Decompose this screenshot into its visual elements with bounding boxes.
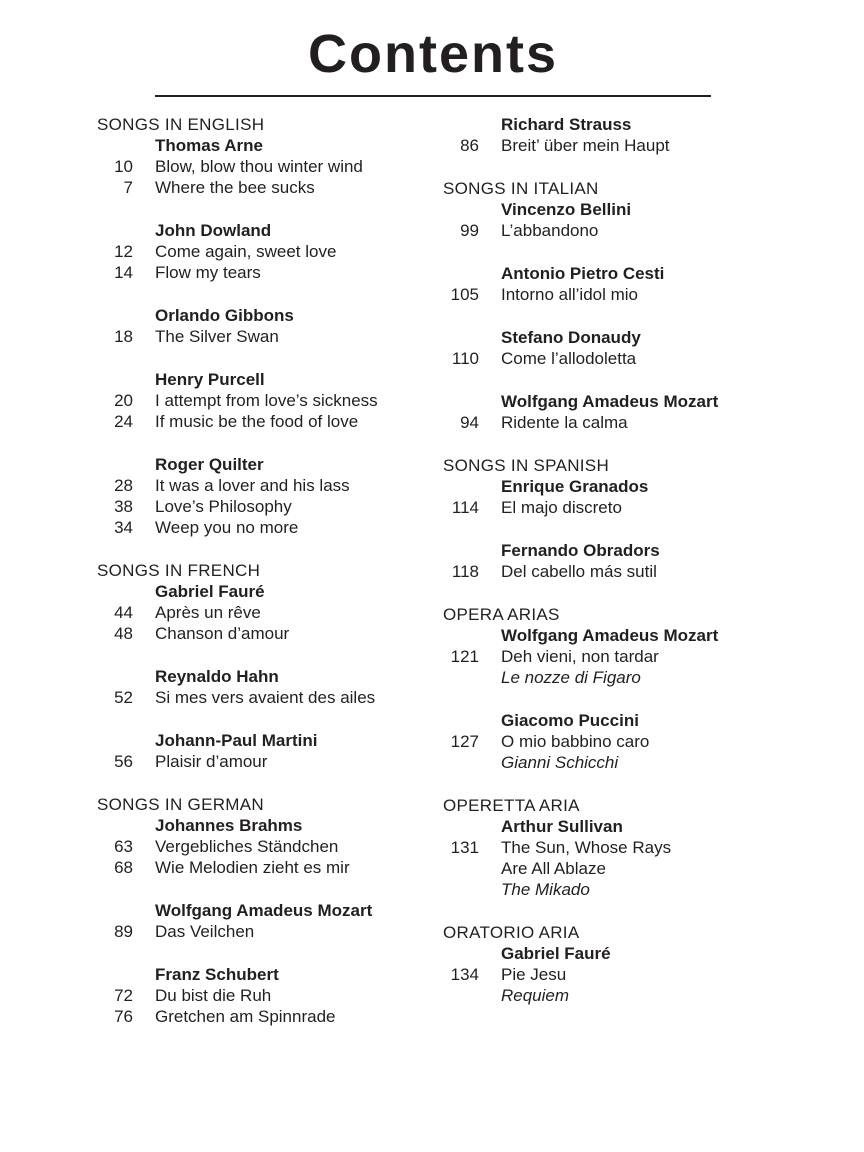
song-title: Intorno all’idol mio: [501, 285, 639, 304]
page-number-spacer: [443, 879, 479, 900]
page-number: 99: [460, 221, 479, 240]
toc-entry: [443, 284, 775, 305]
page-number-spacer: [443, 391, 479, 412]
composer-group: [443, 391, 775, 433]
song-title: It was a lover and his lass: [155, 476, 350, 495]
composer-row: [97, 305, 429, 326]
toc-entry-source: [443, 985, 775, 1006]
composer-group: [97, 369, 429, 432]
toc-section: [443, 795, 775, 900]
page-number-spacer: [443, 476, 479, 497]
page-number: 56: [114, 752, 133, 771]
work-source: Requiem: [501, 986, 570, 1005]
composer-group: [443, 476, 775, 518]
page-number: 34: [114, 518, 133, 537]
composer-group: [443, 263, 775, 305]
toc-section: [443, 114, 775, 156]
composer-group: [97, 305, 429, 347]
song-title: If music be the food of love: [155, 412, 359, 431]
section-heading: OPERA ARIAS: [443, 605, 560, 624]
composer-name: Thomas Arne: [155, 136, 264, 155]
composer-row: [97, 964, 429, 985]
composer-row: [97, 730, 429, 751]
composer-group: [443, 327, 775, 369]
composer-group: [97, 135, 429, 198]
song-title: Après un rêve: [155, 603, 261, 622]
toc-columns: [0, 114, 864, 1027]
toc-section: [443, 604, 775, 773]
toc-entry-source: [443, 879, 775, 900]
page-number-spacer: [443, 710, 479, 731]
song-title: Del cabello más sutil: [501, 562, 657, 581]
page-header: [155, 0, 711, 97]
composer-row: [97, 369, 429, 390]
song-title: Du bist die Ruh: [155, 986, 272, 1005]
page-number: 110: [451, 349, 479, 368]
page-number: 28: [114, 476, 133, 495]
composer-name: Johann-Paul Martini: [155, 731, 318, 750]
song-title: Pie Jesu: [501, 965, 567, 984]
page-number: 48: [114, 624, 133, 643]
song-title: Come again, sweet love: [155, 242, 337, 261]
page-number: 14: [114, 263, 133, 282]
page-number: 7: [123, 178, 133, 197]
toc-entry-source: [443, 667, 775, 688]
composer-row: [443, 625, 775, 646]
page-number-spacer: [443, 114, 479, 135]
toc-entry-continuation: [443, 858, 775, 879]
toc-entry: [97, 985, 429, 1006]
page-number: 10: [114, 157, 133, 176]
toc-entry: [443, 731, 775, 752]
composer-row: [97, 900, 429, 921]
toc-entry: [443, 135, 775, 156]
toc-entry: [97, 836, 429, 857]
page-number: 121: [450, 647, 479, 666]
toc-entry: [97, 411, 429, 432]
page-number-spacer: [443, 816, 479, 837]
song-title: Where the bee sucks: [155, 178, 315, 197]
page-number-spacer: [97, 964, 133, 985]
composer-row: [443, 476, 775, 497]
composer-row: [97, 666, 429, 687]
composer-name: Wolfgang Amadeus Mozart: [501, 626, 719, 645]
work-source: Gianni Schicchi: [501, 753, 619, 772]
section-heading: SONGS IN ITALIAN: [443, 179, 599, 198]
page-number-spacer: [97, 730, 133, 751]
page-number-spacer: [97, 305, 133, 326]
toc-entry: [443, 412, 775, 433]
section-heading: SONGS IN SPANISH: [443, 456, 610, 475]
page-number-spacer: [97, 666, 133, 687]
toc-entry: [97, 475, 429, 496]
song-title: The Silver Swan: [155, 327, 279, 346]
song-title: L’abbandono: [501, 221, 599, 240]
page-number-spacer: [443, 540, 479, 561]
toc-entry: [97, 177, 429, 198]
composer-row: [97, 815, 429, 836]
toc-section: [97, 560, 429, 772]
composer-group: [97, 666, 429, 708]
song-title: Blow, blow thou winter wind: [155, 157, 363, 176]
composer-group: [443, 710, 775, 773]
composer-group: [443, 625, 775, 688]
composer-row: [443, 816, 775, 837]
section-heading: SONGS IN FRENCH: [97, 561, 261, 580]
composer-name: Gabriel Fauré: [155, 582, 265, 601]
composer-name: John Dowland: [155, 221, 272, 240]
song-title: Ridente la calma: [501, 413, 628, 432]
toc-entry: [97, 921, 429, 942]
composer-row: [443, 327, 775, 348]
toc-entry: [97, 262, 429, 283]
song-title: The Sun, Whose Rays: [501, 838, 672, 857]
song-title: Plaisir d’amour: [155, 752, 268, 771]
composer-group: [97, 964, 429, 1027]
page-number: 24: [114, 412, 133, 431]
page-title: Contents: [308, 24, 558, 84]
composer-name: Richard Strauss: [501, 115, 632, 134]
page-number-spacer: [97, 815, 133, 836]
toc-entry: [443, 646, 775, 667]
page-number: 63: [114, 837, 133, 856]
page-number-spacer: [443, 943, 479, 964]
section-heading: SONGS IN GERMAN: [97, 795, 264, 814]
composer-group: [97, 815, 429, 878]
composer-name: Stefano Donaudy: [501, 328, 641, 347]
composer-group: [443, 114, 775, 156]
composer-row: [443, 943, 775, 964]
toc-entry: [97, 390, 429, 411]
composer-group: [443, 540, 775, 582]
song-title: Breit’ über mein Haupt: [501, 136, 670, 155]
song-title: Weep you no more: [155, 518, 299, 537]
toc-section: [443, 455, 775, 582]
toc-entry: [443, 220, 775, 241]
composer-name: Enrique Granados: [501, 477, 649, 496]
composer-group: [443, 816, 775, 900]
song-title: Chanson d’amour: [155, 624, 290, 643]
page-number-spacer: [443, 327, 479, 348]
page-number: 86: [460, 136, 479, 155]
composer-name: Vincenzo Bellini: [501, 200, 632, 219]
composer-row: [443, 710, 775, 731]
section-heading: ORATORIO ARIA: [443, 923, 580, 942]
toc-entry: [443, 561, 775, 582]
page-number-spacer: [97, 220, 133, 241]
song-title: Wie Melodien zieht es mir: [155, 858, 350, 877]
page-number-spacer: [97, 135, 133, 156]
composer-row: [443, 114, 775, 135]
section-heading: OPERETTA ARIA: [443, 796, 580, 815]
toc-entry: [443, 497, 775, 518]
composer-name: Johannes Brahms: [155, 816, 303, 835]
composer-group: [97, 900, 429, 942]
page-number: 38: [114, 497, 133, 516]
song-title: Gretchen am Spinnrade: [155, 1007, 336, 1026]
song-title: Das Veilchen: [155, 922, 255, 941]
toc-entry: [97, 1006, 429, 1027]
composer-row: [97, 220, 429, 241]
composer-row: [443, 263, 775, 284]
page-number-spacer: [443, 199, 479, 220]
composer-name: Antonio Pietro Cesti: [501, 264, 665, 283]
composer-name: Gabriel Fauré: [501, 944, 611, 963]
toc-entry-source: [443, 752, 775, 773]
page-number: 134: [450, 965, 479, 984]
toc-section: [443, 178, 775, 433]
composer-name: Reynaldo Hahn: [155, 667, 279, 686]
composer-name: Wolfgang Amadeus Mozart: [501, 392, 719, 411]
page-number: 68: [114, 858, 133, 877]
page-number: 131: [450, 838, 479, 857]
composer-name: Henry Purcell: [155, 370, 265, 389]
composer-row: [97, 135, 429, 156]
composer-name: Wolfgang Amadeus Mozart: [155, 901, 373, 920]
composer-group: [97, 730, 429, 772]
toc-entry: [97, 496, 429, 517]
page-number: 12: [114, 242, 133, 261]
song-title-continuation: Are All Ablaze: [501, 859, 606, 878]
composer-group: [443, 199, 775, 241]
page-number-spacer: [97, 900, 133, 921]
composer-group: [97, 581, 429, 644]
toc-section: [97, 114, 429, 538]
toc-entry: [443, 964, 775, 985]
page-number-spacer: [443, 667, 479, 688]
toc-entry: [97, 241, 429, 262]
composer-row: [97, 581, 429, 602]
composer-group: [97, 220, 429, 283]
page-number-spacer: [97, 581, 133, 602]
toc-entry: [97, 623, 429, 644]
composer-name: Franz Schubert: [155, 965, 279, 984]
page-number: 52: [114, 688, 133, 707]
toc-entry: [97, 857, 429, 878]
song-title: Come l’allodoletta: [501, 349, 637, 368]
toc-entry: [443, 837, 775, 858]
song-title: Vergebliches Ständchen: [155, 837, 339, 856]
toc-section: [443, 922, 775, 1006]
song-title: Si mes vers avaient des ailes: [155, 688, 376, 707]
page-number: 94: [460, 413, 479, 432]
composer-row: [443, 199, 775, 220]
section-heading: SONGS IN ENGLISH: [97, 115, 265, 134]
toc-section: [97, 794, 429, 1027]
composer-group: [443, 943, 775, 1006]
composer-row: [443, 540, 775, 561]
page-number: 44: [114, 603, 133, 622]
composer-name: Giacomo Puccini: [501, 711, 639, 730]
composer-row: [443, 391, 775, 412]
song-title: El majo discreto: [501, 498, 622, 517]
work-source: The Mikado: [501, 880, 590, 899]
page-number: 20: [114, 391, 133, 410]
page-number: 127: [450, 732, 479, 751]
composer-name: Orlando Gibbons: [155, 306, 294, 325]
song-title: Love’s Philosophy: [155, 497, 292, 516]
page-number-spacer: [443, 752, 479, 773]
song-title: Flow my tears: [155, 263, 261, 282]
composer-group: [97, 454, 429, 538]
page-number-spacer: [443, 263, 479, 284]
title-rule: [155, 95, 711, 97]
toc-entry: [97, 517, 429, 538]
composer-name: Roger Quilter: [155, 455, 264, 474]
song-title: I attempt from love’s sickness: [155, 391, 378, 410]
page-number-spacer: [443, 858, 479, 879]
toc-entry: [97, 326, 429, 347]
page-number: 105: [450, 285, 479, 304]
composer-name: Fernando Obradors: [501, 541, 660, 560]
composer-row: [97, 454, 429, 475]
work-source: Le nozze di Figaro: [501, 668, 641, 687]
page-number: 18: [114, 327, 133, 346]
page-number-spacer: [443, 625, 479, 646]
toc-entry: [443, 348, 775, 369]
page-number: 118: [451, 562, 479, 581]
toc-column: [97, 114, 429, 1027]
song-title: O mio babbino caro: [501, 732, 650, 751]
page-number-spacer: [443, 985, 479, 1006]
toc-entry: [97, 751, 429, 772]
toc-column: [443, 114, 775, 1027]
page-number: 89: [114, 922, 133, 941]
page-number: 114: [451, 498, 479, 517]
page-number: 76: [114, 1007, 133, 1026]
toc-entry: [97, 156, 429, 177]
page-number: 72: [114, 986, 133, 1005]
composer-name: Arthur Sullivan: [501, 817, 623, 836]
song-title: Deh vieni, non tardar: [501, 647, 659, 666]
toc-entry: [97, 687, 429, 708]
toc-entry: [97, 602, 429, 623]
page-number-spacer: [97, 454, 133, 475]
page-number-spacer: [97, 369, 133, 390]
